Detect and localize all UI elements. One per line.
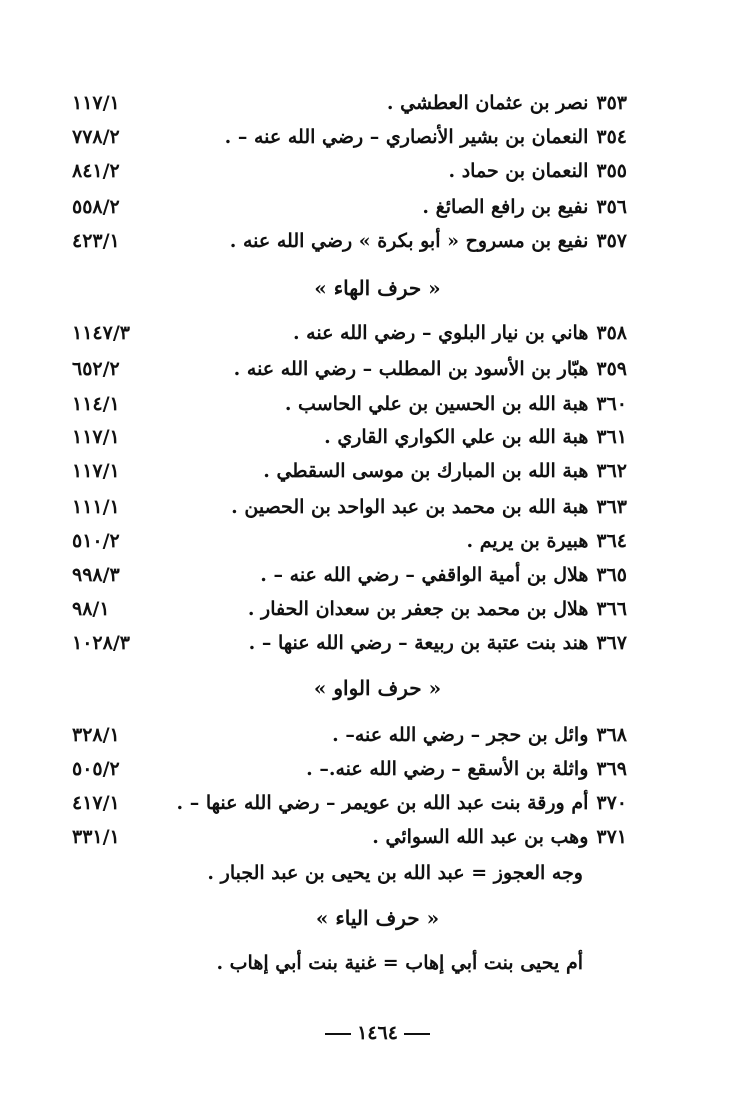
index-entry — [0, 724, 755, 758]
entry-text — [231, 496, 627, 518]
index-entry — [0, 230, 755, 264]
section-heading-ha: « حرف الهاء » — [314, 276, 441, 300]
entry-text — [260, 564, 627, 586]
entry-reference: ١١٤٧/٣ — [72, 322, 130, 344]
entry-name: هبة الله بن المبارك بن موسى السقطي . — [263, 460, 589, 482]
entry-name: النعمان بن بشير الأنصاري – رضي الله عنه – . — [224, 126, 589, 148]
entry-reference: ٤٢٣/١ — [72, 230, 120, 252]
entry-reference: ١١٤/١ — [72, 393, 120, 415]
entry-name: هبيرة بن يريم . — [466, 530, 589, 552]
entry-text — [324, 426, 627, 448]
index-entry — [0, 598, 755, 632]
entry-name: هلال بن محمد بن جعفر بن سعدان الحفار . — [247, 598, 589, 620]
entry-number: ٣٦٧ — [596, 632, 627, 654]
entry-name: النعمان بن حماد . — [448, 160, 589, 182]
entry-number: ٣٦٩ — [596, 758, 627, 780]
index-entry — [0, 632, 755, 666]
entry-text — [372, 826, 627, 848]
entry-number: ٣٦٠ — [596, 393, 627, 415]
page-number: ١٤٦٤ — [357, 1022, 398, 1044]
index-entry — [0, 826, 755, 860]
entry-text — [285, 393, 627, 415]
entry-name: وهب بن عبد الله السوائي . — [372, 826, 589, 848]
entry-name: هند بنت عتبة بن ربيعة – رضي الله عنها – . — [248, 632, 589, 654]
entry-reference: ٣٣١/١ — [72, 826, 120, 848]
entry-name: هلال بن أمية الواقفي – رضي الله عنه – . — [260, 564, 589, 586]
dash-decoration — [325, 1033, 351, 1035]
index-entry — [0, 322, 755, 356]
entry-number: ٣٧٠ — [596, 792, 627, 814]
entry-text — [387, 92, 627, 114]
entry-number: ٣٥٥ — [596, 160, 627, 182]
entry-name: نفيع بن مسروح « أبو بكرة » رضي الله عنه . — [229, 230, 589, 252]
entry-text — [332, 724, 627, 746]
index-entry — [0, 496, 755, 530]
section-heading-ya: « حرف الياء » — [315, 906, 440, 930]
entry-reference: ١١٧/١ — [72, 460, 120, 482]
entry-number: ٣٦٦ — [596, 598, 627, 620]
index-entry — [0, 460, 755, 494]
entry-name: أم ورقة بنت عبد الله بن عويمر – رضي الله عنها – . — [176, 792, 589, 814]
page-number-footer — [0, 1022, 755, 1044]
entry-text — [293, 322, 627, 344]
index-entry — [0, 564, 755, 598]
entry-reference: ٨٤١/٢ — [72, 160, 120, 182]
index-entry — [0, 196, 755, 230]
entry-reference: ٩٩٨/٣ — [72, 564, 120, 586]
entry-name: هبة الله بن الحسين بن علي الحاسب . — [284, 393, 589, 415]
entry-text — [306, 758, 627, 780]
entry-name: هبة الله بن علي الكواري القاري . — [324, 426, 589, 448]
entry-reference: ٧٧٨/٢ — [72, 126, 120, 148]
entry-reference: ٣٢٨/١ — [72, 724, 120, 746]
entry-text — [234, 358, 627, 380]
entry-text — [176, 792, 627, 814]
index-entry — [0, 358, 755, 392]
index-entry — [0, 393, 755, 427]
entry-number: ٣٥٨ — [596, 322, 627, 344]
entry-number: ٣٥٩ — [596, 358, 627, 380]
index-entry — [0, 126, 755, 160]
entry-name: وائل بن حجر – رضي الله عنه– . — [332, 724, 589, 746]
entry-number: ٣٥٧ — [596, 230, 627, 252]
entry-reference: ١٠٢٨/٣ — [72, 632, 130, 654]
entry-name: هبة الله بن محمد بن عبد الواحد بن الحصين . — [231, 496, 589, 518]
entry-name: نفيع بن رافع الصائغ . — [422, 196, 589, 218]
entry-name: هبّار بن الأسود بن المطلب – رضي الله عنه . — [233, 358, 589, 380]
entry-name: نصر بن عثمان العطشي . — [386, 92, 589, 114]
entry-text — [467, 530, 627, 552]
entry-text — [249, 632, 627, 654]
entry-number: ٣٦٤ — [596, 530, 627, 552]
entry-reference: ٥٠٥/٢ — [72, 758, 120, 780]
section-heading-waw: « حرف الواو » — [313, 676, 442, 700]
entry-number: ٣٦٣ — [596, 496, 627, 518]
entry-reference: ٦٥٢/٢ — [72, 358, 120, 380]
index-entry — [0, 758, 755, 792]
entry-number: ٣٦٥ — [596, 564, 627, 586]
entry-number: ٣٦٨ — [596, 724, 627, 746]
entry-text — [263, 460, 627, 482]
entry-number: ٣٥٦ — [596, 196, 627, 218]
index-entry — [0, 160, 755, 194]
cross-reference-note: وجه العجوز = عبد الله بن يحيى بن عبد الجبار . — [207, 862, 583, 884]
entry-reference: ٩٨/١ — [72, 598, 110, 620]
entry-number: ٣٧١ — [596, 826, 627, 848]
entry-reference: ٥١٠/٢ — [72, 530, 120, 552]
index-entry — [0, 792, 755, 826]
entry-name: هاني بن نيار البلوي – رضي الله عنه . — [292, 322, 589, 344]
entry-text — [448, 160, 627, 182]
entry-reference: ٤١٧/١ — [72, 792, 120, 814]
entry-reference: ١١١/١ — [72, 496, 120, 518]
entry-number: ٣٥٤ — [596, 126, 627, 148]
dash-decoration — [404, 1033, 430, 1035]
entry-text — [422, 196, 627, 218]
entry-number: ٣٥٣ — [596, 92, 627, 114]
entry-reference: ١١٧/١ — [72, 426, 120, 448]
entry-text — [230, 230, 627, 252]
index-entry — [0, 426, 755, 460]
entry-reference: ٥٥٨/٢ — [72, 196, 120, 218]
index-entry — [0, 530, 755, 564]
entry-number: ٣٦١ — [596, 426, 627, 448]
index-entry — [0, 92, 755, 126]
entry-text — [248, 598, 627, 620]
entry-text — [225, 126, 627, 148]
entry-reference: ١١٧/١ — [72, 92, 120, 114]
cross-reference-note: أم يحيى بنت أبي إهاب = غنية بنت أبي إهاب . — [216, 952, 583, 974]
entry-number: ٣٦٢ — [596, 460, 627, 482]
entry-name: واثلة بن الأسقع – رضي الله عنه.– . — [306, 758, 589, 780]
